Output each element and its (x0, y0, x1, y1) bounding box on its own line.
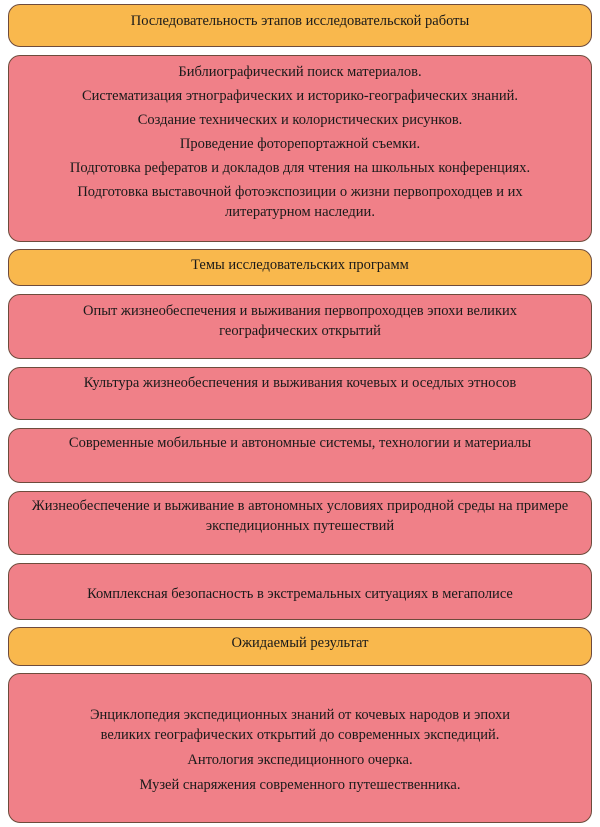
topic-text: Современные мобильные и автономные системы, технологии и материалы (68, 435, 532, 451)
result-item: Музей снаряжения современного путешественника. (139, 777, 461, 793)
topic-text: Опыт жизнеобеспечения и выживания первопроходцев эпохи великих географических открытий (82, 303, 517, 339)
stages-header-text: Последовательность этапов исследовательской работы (130, 13, 470, 29)
topic-box-3 (8, 428, 592, 483)
stage-item: Создание технических и колористических рисунков. (137, 112, 463, 128)
topics-header-box (8, 249, 592, 286)
topic-text: Комплексная безопасность в экстремальных ситуациях в мегаполисе (87, 586, 513, 602)
stages-content-box (8, 55, 592, 242)
stage-item: Систематизация этнографических и историко-географических знаний. (81, 88, 519, 104)
stage-item: Подготовка рефератов и докладов для чтения на школьных конференциях. (69, 160, 531, 176)
topic-box-5 (8, 563, 592, 620)
result-item: Антология экспедиционного очерка. (187, 752, 413, 768)
results-content-box (8, 673, 592, 823)
stage-item: Библиографический поиск материалов. (178, 64, 422, 80)
topic-box-2 (8, 367, 592, 420)
topic-text: Жизнеобеспечение и выживание в автономных условиях природной среды на примере экспедиционных путешествий (31, 498, 569, 534)
result-item: Энциклопедия экспедиционных знаний от кочевых народов и эпохи великих географических открытий до современных экспедиций. (89, 707, 511, 743)
stage-item: Проведение фоторепортажной съемки. (179, 136, 421, 152)
topics-header-text: Темы исследовательских программ (191, 257, 409, 273)
topic-box-1 (8, 294, 592, 359)
stages-header-box (8, 4, 592, 47)
topic-text: Культура жизнеобеспечения и выживания кочевых и оседлых этносов (83, 375, 517, 391)
results-header-box (8, 627, 592, 666)
topic-box-4 (8, 491, 592, 555)
stage-item: Подготовка выставочной фотоэкспозиции о жизни первопроходцев и их литературном наследии. (77, 184, 523, 220)
results-header-text: Ожидаемый результат (231, 635, 369, 651)
